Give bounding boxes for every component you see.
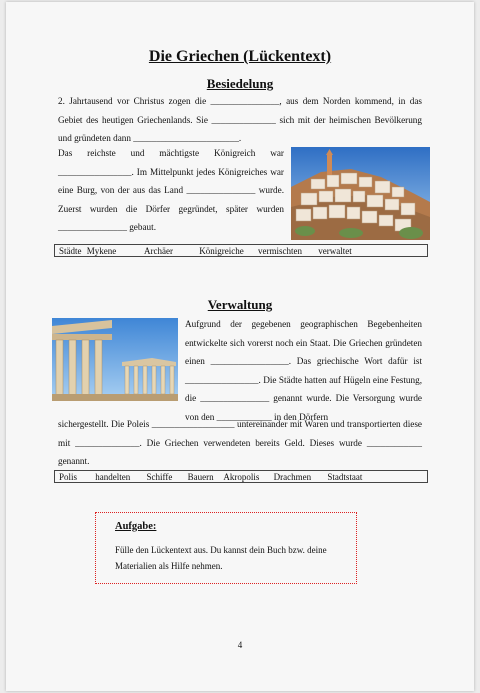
- greek-village-image: [291, 147, 430, 240]
- besiedelung-paragraph-2: [58, 144, 284, 237]
- section-heading-verwaltung: Verwaltung: [207, 297, 273, 312]
- word-bank-item: handelten: [95, 472, 131, 482]
- page-number: 4: [237, 640, 243, 650]
- verwaltung-paragraph-1: [185, 315, 422, 426]
- word-bank-besiedelung: [54, 244, 428, 257]
- word-bank-item: vermischten: [257, 246, 302, 256]
- verwaltung-text-2: sichergestellt. Die Poleis __________________ untereinander mit Waren und transportierten diese mit ______________. Die Griechen verwendeten bereits Geld. Dieses wurde ____________ genannt.: [58, 419, 422, 466]
- verwaltung-paragraph-2: [58, 415, 422, 471]
- word-bank-item: Königreiche: [199, 246, 244, 256]
- word-bank-item: Drachmen: [273, 472, 312, 482]
- acropolis-image: [52, 318, 178, 401]
- word-bank-item: Archäer: [144, 246, 173, 256]
- word-bank-item: Städte: [59, 246, 82, 256]
- besiedelung-text-1: 2. Jahrtausend vor Christus zogen die _______________, aus dem Norden kommend, in das Gebiet des heutigen Griechenlands. Sie ______________ sich mit der heimischen Bevölkerung und gründeten dann _______________________.: [58, 96, 422, 143]
- besiedelung-text-2: Das reichste und mächtigste Königreich war ________________. Im Mittelpunkt jedes Königreiches war eine Burg, von der aus das Land _______________ wurde. Zuerst wurden die Dörfer gegründet, später wurden _______________ gebaut.: [58, 148, 284, 232]
- task-instructions: Fülle den Lückentext aus. Du kannst dein Buch bzw. deine Materialien als Hilfe nehmen.: [115, 545, 327, 571]
- besiedelung-paragraph-1: [58, 92, 422, 148]
- word-bank-verwaltung: [54, 470, 428, 483]
- section-heading-besiedelung: Besiedelung: [206, 76, 274, 91]
- task-box: [95, 512, 357, 584]
- word-bank-item: Mykene: [86, 246, 117, 256]
- page-title: Die Griechen (Lückentext): [148, 48, 332, 65]
- word-bank-item: Akropolis: [223, 472, 260, 482]
- task-heading: Aufgabe:: [115, 521, 157, 532]
- word-bank-item: verwaltet: [318, 246, 352, 256]
- word-bank-item: Stadtstaat: [327, 472, 363, 482]
- word-bank-item: Bauern: [187, 472, 214, 482]
- word-bank-item: Polis: [59, 472, 78, 482]
- verwaltung-text-1: Aufgrund der gegebenen geographischen Begebenheiten entwickelte sich vorerst noch ein Staat. Die Griechen gründeten einen _________________. Das griechische Wort dafür ist ________________. Die Städte hatten auf Hügeln eine Festung, die _______________ genannt wurde. Die Versorgung wurde von den ____________ in den Dörfern: [185, 319, 422, 422]
- word-bank-item: Schiffe: [146, 472, 173, 482]
